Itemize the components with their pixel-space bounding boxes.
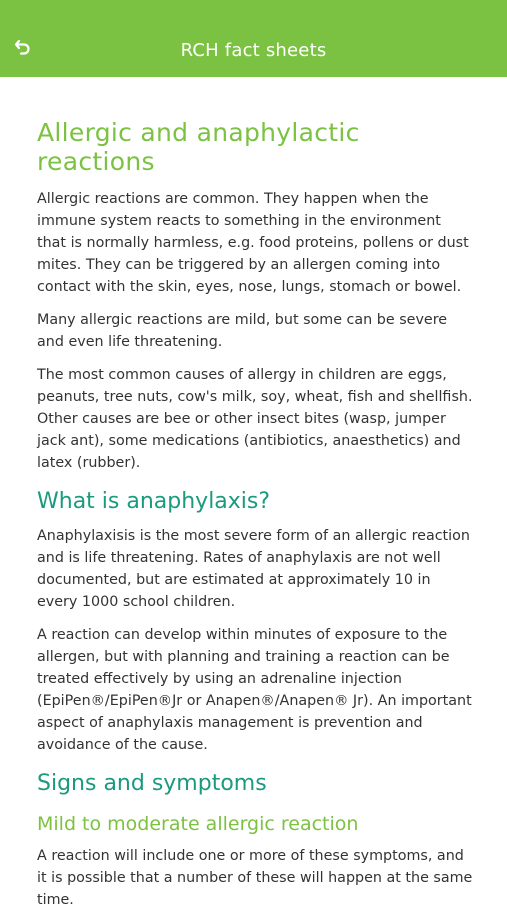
anaphylaxis-paragraph: Anaphylaxisis is the most severe form of an allergic reaction and is life threatening. Rates of anaphylaxis are not well documented, but are estimated at approximately 10 in every 1000 school children. — [37, 528, 470, 610]
anaphylaxis-paragraph: A reaction can develop within minutes of exposure to the allergen, but with planning and training a reaction can be treated effectively by using an adrenaline injection (EpiPen®/EpiPen®Jr or Anapen®/Anapen® Jr). An important aspect of anaphylaxis management is prevention and avoidance of the cause. — [37, 627, 472, 753]
symptoms-paragraph: A reaction will include one or more of these symptoms, and it is possible that a number of these will happen at the same time. — [37, 848, 473, 908]
back-button[interactable] — [10, 36, 36, 62]
intro-paragraph: Allergic reactions are common. They happen when the immune system reacts to something in the environment that is normally harmless, e.g. food proteins, pollens or dust mites. They can be triggered by an allergen coming into contact with the skin, eyes, nose, lungs, stomach or bowel. — [37, 191, 469, 295]
back-arrow-icon — [13, 37, 33, 61]
section-heading-what-is-anaphylaxis: What is anaphylaxis? — [37, 489, 271, 514]
article-title: Allergic and anaphylactic reactions — [37, 118, 360, 176]
app-header — [0, 0, 507, 77]
article-content — [37, 118, 473, 922]
intro-paragraph: Many allergic reactions are mild, but some can be severe and even life threatening. — [37, 312, 448, 350]
intro-paragraph: The most common causes of allergy in children are eggs, peanuts, tree nuts, cow's milk, soy, wheat, fish and shellfish. Other causes are bee or other insect bites (wasp, jumper jack ant), some medications (antibiotics, anaesthetics) and latex (rubber). — [37, 367, 473, 471]
subheading-mild-to-moderate: Mild to moderate allergic reaction — [37, 813, 359, 835]
header-title: RCH fact sheets — [180, 40, 327, 61]
section-heading-signs-and-symptoms: Signs and symptoms — [37, 771, 267, 796]
